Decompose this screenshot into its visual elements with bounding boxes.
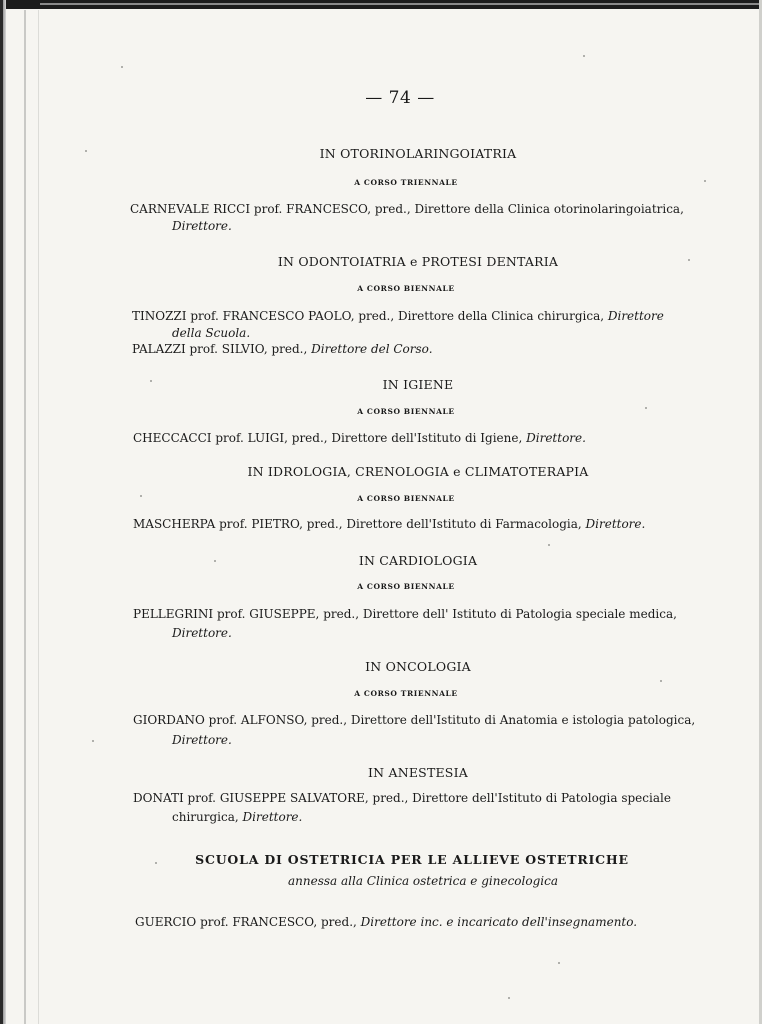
entry-line xyxy=(135,915,637,929)
scan-speck xyxy=(558,962,560,964)
entry-role: Direttore del Corso. xyxy=(311,342,433,356)
scan-top-border xyxy=(0,0,762,9)
entry-continuation: Direttore. xyxy=(172,626,232,640)
scan-speck xyxy=(85,150,87,152)
scan-speck xyxy=(548,544,550,546)
scan-speck xyxy=(508,997,510,999)
entry-text: chirurgica, xyxy=(172,810,239,824)
section-heading: IN IDROLOGIA, CRENOLOGIA e CLIMATOTERAPIA xyxy=(247,464,589,479)
entry-continuation: Direttore. xyxy=(172,733,232,747)
entry-role: Direttore. xyxy=(526,431,586,445)
scan-speck xyxy=(704,180,706,182)
section-heading: IN ANESTESIA xyxy=(368,765,468,780)
section-heading: IN ONCOLOGIA xyxy=(365,659,471,674)
scan-speck xyxy=(645,407,647,409)
entry-text: PALAZZI prof. SILVIO, pred., xyxy=(132,342,308,356)
course-duration: A CORSO TRIENNALE xyxy=(354,689,458,698)
scan-speck xyxy=(140,495,142,497)
scan-speck xyxy=(155,862,157,864)
section-heading: IN OTORINOLARINGOIATRIA xyxy=(319,146,517,161)
course-duration: A CORSO BIENNALE xyxy=(357,284,455,293)
section-heading: IN IGIENE xyxy=(382,377,454,392)
entry-line: GIORDANO prof. ALFONSO, pred., Direttore dell'Istituto di Anatomia e istologia patologica, xyxy=(133,713,696,727)
entry-text: CHECCACCI prof. LUIGI, pred., Direttore dell'Istituto di Igiene, xyxy=(133,431,523,445)
entry-role: Direttore. xyxy=(242,810,303,824)
entry-text: TINOZZI prof. FRANCESCO PAOLO, pred., Direttore della Clinica chirurgica, xyxy=(132,309,605,323)
scan-speck xyxy=(660,680,662,682)
entry-line xyxy=(132,342,433,356)
scan-speck xyxy=(583,55,585,57)
entry-line: CARNEVALE RICCI prof. FRANCESCO, pred., Direttore della Clinica otorinolaringoiatrica, xyxy=(130,202,684,216)
scan-speck xyxy=(688,259,690,261)
entry-role: Direttore. xyxy=(585,517,646,531)
scan-speck xyxy=(214,560,216,562)
school-title: SCUOLA DI OSTETRICIA PER LE ALLIEVE OSTETRICHE xyxy=(195,852,629,867)
school-annex: annessa alla Clinica ostetrica e ginecologica xyxy=(288,874,558,888)
course-duration: A CORSO TRIENNALE xyxy=(354,178,458,187)
binding-line xyxy=(38,10,39,1024)
entry-line: DONATI prof. GIUSEPPE SALVATORE, pred., Direttore dell'Istituto di Patologia speciale xyxy=(133,791,671,805)
scan-speck xyxy=(150,380,152,382)
scan-speck xyxy=(92,740,94,742)
scan-speck xyxy=(121,66,123,68)
course-duration: A CORSO BIENNALE xyxy=(357,582,455,591)
entry-continuation: della Scuola. xyxy=(172,326,251,340)
entry-continuation: Direttore. xyxy=(172,219,232,233)
entry-role: Direttore inc. e incaricato dell'insegnamento. xyxy=(360,915,638,929)
entry-line xyxy=(132,309,664,323)
entry-line: PELLEGRINI prof. GIUSEPPE, pred., Direttore dell' Istituto di Patologia speciale medica, xyxy=(133,607,677,621)
entry-line xyxy=(133,517,645,531)
section-heading: IN ODONTOIATRIA e PROTESI DENTARIA xyxy=(277,254,559,269)
binding-shadow xyxy=(24,10,26,1024)
entry-line xyxy=(133,431,586,445)
section-heading: IN CARDIOLOGIA xyxy=(358,553,478,568)
page-number: — 74 — xyxy=(365,88,435,108)
entry-text: MASCHERPA prof. PIETRO, pred., Direttore dell'Istituto di Farmacologia, xyxy=(133,517,582,531)
course-duration: A CORSO BIENNALE xyxy=(357,494,455,503)
course-duration: A CORSO BIENNALE xyxy=(357,407,455,416)
entry-role: Direttore xyxy=(607,309,664,323)
entry-text: GUERCIO prof. FRANCESCO, pred., xyxy=(135,915,357,929)
entry-continuation xyxy=(172,810,302,824)
